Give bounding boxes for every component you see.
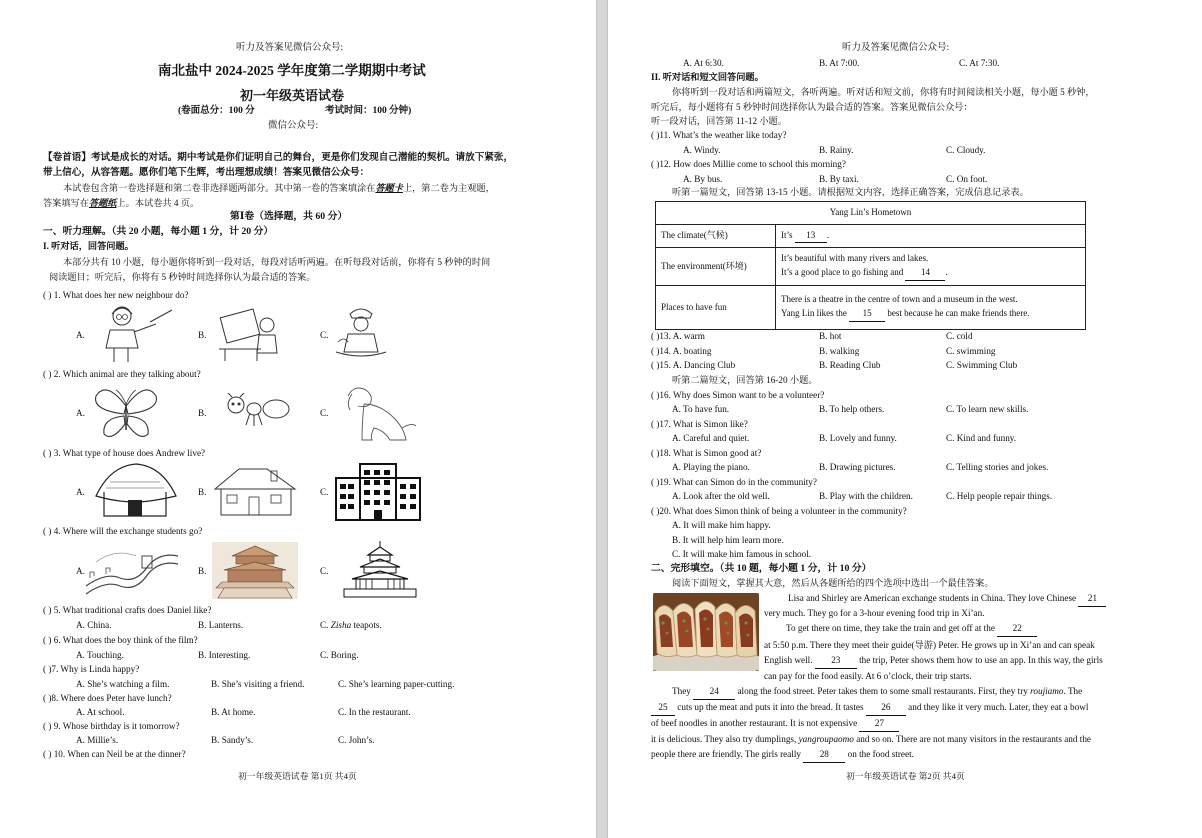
answer-sheet-term: 答题纸 xyxy=(88,198,117,208)
option-a-label: A. xyxy=(76,330,85,340)
q6-option-a: A. Touching. xyxy=(76,650,124,660)
blank-27: 27 xyxy=(859,717,899,732)
q16-option-a: A. To have fun. xyxy=(672,404,730,414)
teacher-illustration xyxy=(94,302,174,364)
q10-option-b: B. At 7:00. xyxy=(819,58,860,68)
volume-1-heading: 第Ⅰ卷（选择题，共 60 分） xyxy=(230,211,348,222)
passage-text: Lisa and Shirley are American exchange students in China. They love Chinese xyxy=(788,593,1077,603)
table-title: Yang Lin’s Hometown xyxy=(656,202,1086,225)
passage-2-intro: 听第二篇短文，回答第 16-20 小题。 xyxy=(672,375,818,385)
section-2-desc-2: 听完后，每小题将有 5 秒钟时间选择你认为最合适的答案。答案见微信公众号： xyxy=(651,102,973,112)
option-b-label: B. xyxy=(198,330,207,340)
police-officer-illustration xyxy=(334,302,388,362)
question-7: ( )7. Why is Linda happy? xyxy=(43,664,140,674)
cloze-line-3 xyxy=(786,622,1037,637)
blank-25: 25 xyxy=(651,701,675,716)
cell-text: It’s xyxy=(781,229,793,240)
question-3: ( ) 3. What type of house does Andrew live? xyxy=(43,448,206,458)
blank-23: 23 xyxy=(815,654,857,669)
score-label: (卷面总分：100 分 xyxy=(178,106,255,116)
blank-21: 21 xyxy=(1078,592,1106,607)
q20-option-b: B. It will help him learn more. xyxy=(672,535,784,545)
blank-26: 26 xyxy=(866,701,906,716)
section-2-heading: II. 听对话和短文回答问题。 xyxy=(651,72,764,82)
passage-text: and they like it very much. Later, they eat a bowl xyxy=(908,702,1089,712)
q12-option-b: B. By taxi. xyxy=(819,174,859,184)
question-5: ( ) 5. What traditional crafts does Daniel like? xyxy=(43,605,212,615)
cloze-line-6: can pay for the food easily. At 6 o’clock, their trip starts. xyxy=(764,671,972,681)
cell-text: It’s beautiful with many rivers and lakes. xyxy=(781,253,929,264)
part-2-heading: 二、完形填空。（共 10 题，每小题 1 分，计 10 分） xyxy=(651,563,872,574)
q18-option-a: A. Playing the piano. xyxy=(672,462,750,472)
question-9: ( ) 9. Whose birthday is it tomorrow? xyxy=(43,721,180,731)
q17-option-b: B. Lovely and funny. xyxy=(819,433,897,443)
question-16: ( )16. Why does Simon want to be a volunteer? xyxy=(651,390,825,400)
exam-title: 南北盐中 2024-2025 学年度第二学期期中考试 xyxy=(158,63,426,78)
q18-option-b: B. Drawing pictures. xyxy=(819,462,896,472)
instructions-text: 上，第二卷为主观题， xyxy=(402,183,495,193)
part-1-heading: 一、听力理解。（共 20 小题，每小题 1 分，计 20 分） xyxy=(43,226,274,237)
page-gutter xyxy=(596,0,608,838)
q7-option-a: A. She’s watching a film. xyxy=(76,679,170,689)
cloze-line-9 xyxy=(651,717,899,732)
passage-text: on the food street. xyxy=(847,749,914,759)
question-8: ( )8. Where does Peter have lunch? xyxy=(43,693,172,703)
cloze-line-11 xyxy=(651,748,914,763)
table-row xyxy=(656,286,1086,330)
motto-line-2: 带上信心，从容答题。愿你们笔下生辉，考出理想成绩！答案见微信公众号： xyxy=(43,167,370,178)
question-10: ( ) 10. When can Neil be at the dinner? xyxy=(43,749,186,759)
instructions-text: 上。本试卷共 4 页。 xyxy=(116,198,200,208)
option-c-label: C. xyxy=(320,566,329,576)
option-text-italic: Zisha xyxy=(330,620,352,630)
passage-italic: yangroupaomo xyxy=(798,734,854,744)
cell-text: There is a theatre in the centre of town and a museum in the west. xyxy=(781,294,1018,305)
passage-italic: roujiamo xyxy=(1030,686,1064,696)
option-b-label: B. xyxy=(198,487,207,497)
time-label: 考试时间：100 分钟) xyxy=(325,106,412,116)
q17-option-a: A. Careful and quiet. xyxy=(672,433,750,443)
question-12: ( )12. How does Millie come to school this morning? xyxy=(651,159,846,169)
passage-text: cuts up the meat and puts it into the bread. It tastes xyxy=(677,702,864,712)
q12-option-c: C. On foot. xyxy=(946,174,988,184)
q14-option-c: C. swimming xyxy=(946,346,996,356)
table-title-row xyxy=(656,202,1086,225)
hut-illustration xyxy=(90,462,180,520)
q11-option-c: C. Cloudy. xyxy=(946,145,986,155)
question-14: ( )14. A. boating xyxy=(651,346,712,356)
q10-option-a: A. At 6:30. xyxy=(683,58,724,68)
table-row-label: The climate(气候) xyxy=(656,225,776,248)
house-illustration xyxy=(213,465,301,517)
cloze-line-2: very much. They go for a 3-hour evening food trip in Xi’an. xyxy=(764,608,985,618)
q11-option-b: B. Rainy. xyxy=(819,145,854,155)
blank-13: 13 xyxy=(795,229,827,244)
option-c-label: C. xyxy=(320,487,329,497)
passage-text: of beef noodles in another restaurant. It is not expensive xyxy=(651,718,858,728)
computer-worker-illustration xyxy=(217,303,283,363)
cloze-line-1 xyxy=(788,592,1106,607)
q8-option-a: A. At school. xyxy=(76,707,125,717)
q8-option-b: B. At home. xyxy=(211,707,256,717)
question-17: ( )17. What is Simon like? xyxy=(651,419,748,429)
instructions-text: 答案填写在 xyxy=(43,198,89,208)
exam-subtitle: 初一年级英语试卷 xyxy=(240,88,345,103)
passage-text: it is delicious. They also try dumplings, xyxy=(651,734,797,744)
passage-text: and so on. There are not many visitors in the restaurants and the xyxy=(856,734,1092,744)
blank-15: 15 xyxy=(849,307,885,322)
option-a-label: A. xyxy=(76,566,85,576)
q10-option-c: C. At 7:30. xyxy=(959,58,1000,68)
q9-option-c: C. John’s. xyxy=(338,735,375,745)
table-row xyxy=(656,248,1086,286)
option-b-label: B. xyxy=(198,408,207,418)
section-1-heading: I. 听对话，回答问题。 xyxy=(43,241,134,251)
question-19: ( )19. What can Simon do in the community? xyxy=(651,477,817,487)
passage-text: To get there on time, they take the train and get off at the xyxy=(786,623,995,633)
dialog-intro: 听一段对话，回答第 11-12 小题。 xyxy=(651,116,787,126)
table-row-label: Places to have fun xyxy=(656,286,776,330)
q14-option-b: B. walking xyxy=(819,346,860,356)
wechat-label: 微信公众号: xyxy=(268,121,319,131)
table-row-label: The environment(环境) xyxy=(656,248,776,286)
q17-option-c: C. Kind and funny. xyxy=(946,433,1017,443)
q19-option-b: B. Play with the children. xyxy=(819,491,913,501)
blank-22: 22 xyxy=(997,622,1037,637)
q20-option-c: C. It will make him famous in school. xyxy=(672,549,812,559)
page2-header: 听力及答案见微信公众号: xyxy=(842,43,950,53)
q11-option-a: A. Windy. xyxy=(683,145,721,155)
q18-option-c: C. Telling stories and jokes. xyxy=(946,462,1049,472)
instructions-line-2 xyxy=(43,197,199,211)
dog-illustration xyxy=(340,382,420,444)
great-wall-illustration xyxy=(86,542,178,598)
cloze-line-10 xyxy=(651,733,1091,747)
question-1: ( ) 1. What does her new neighbour do? xyxy=(43,290,189,300)
q19-option-a: A. Look after the old well. xyxy=(672,491,770,501)
passage-text: along the food street. Peter takes them to some small restaurants. First, they try xyxy=(737,686,1028,696)
q13-option-c: C. cold xyxy=(946,331,973,341)
question-15: ( )15. A. Dancing Club xyxy=(651,360,736,370)
blank-24: 24 xyxy=(693,685,735,700)
passage-text: the trip, Peter shows them how to use an app. In this way, the girls xyxy=(859,655,1103,665)
cloze-line-5 xyxy=(764,654,1103,669)
option-a-label: A. xyxy=(76,487,85,497)
q7-option-b: B. She’s visiting a friend. xyxy=(211,679,305,689)
passage-1-intro: 听第一篇短文，回答第 13-15 小题。请根据短文内容，选择正确答案，完成信息记录表。 xyxy=(672,187,1029,197)
q5-option-c xyxy=(320,619,382,633)
q13-option-b: B. hot xyxy=(819,331,842,341)
table-row-value: It’s 13 . xyxy=(776,225,1086,248)
table-row-value xyxy=(776,286,1086,330)
option-a-label: A. xyxy=(76,408,85,418)
q5-option-b: B. Lanterns. xyxy=(198,620,244,630)
question-4: ( ) 4. Where will the exchange students go? xyxy=(43,526,203,536)
palace-illustration xyxy=(212,542,298,599)
table-row xyxy=(656,225,1086,248)
temple-of-heaven-illustration xyxy=(340,541,420,599)
option-text: C. xyxy=(320,620,331,630)
q8-option-c: C. In the restaurant. xyxy=(338,707,411,717)
question-11: ( )11. What’s the weather like today? xyxy=(651,130,787,140)
option-c-label: C. xyxy=(320,330,329,340)
q9-option-b: B. Sandy’s. xyxy=(211,735,254,745)
q6-option-b: B. Interesting. xyxy=(198,650,251,660)
hometown-info-table xyxy=(655,201,1086,330)
blank-28: 28 xyxy=(803,748,845,763)
apartment-building-illustration xyxy=(334,462,422,522)
q15-option-b: B. Reading Club xyxy=(819,360,881,370)
q7-option-c: C. She’s learning paper-cutting. xyxy=(338,679,455,689)
instructions-line-1 xyxy=(63,182,495,196)
question-20: ( )20. What does Simon think of being a volunteer in the community? xyxy=(651,506,907,516)
q16-option-b: B. To help others. xyxy=(819,404,885,414)
passage-text: They xyxy=(672,686,691,696)
passage-text: people there are friendly. The girls really xyxy=(651,749,801,759)
motto-line-1: 【卷首语】考试是成长的对话。期中考试是你们证明自己的舞台，更是你们发现自己潜能的契机。请放下紧张， xyxy=(43,152,514,163)
ant-illustration xyxy=(222,393,292,427)
q6-option-c: C. Boring. xyxy=(320,650,359,660)
roujiamo-food-photo xyxy=(653,593,759,671)
instructions-text: 本试卷包含第一卷选择题和第二卷非选择题两部分。其中第一卷的答案填涂在 xyxy=(63,183,376,193)
part-2-desc: 阅读下面短文，掌握其大意，然后从各题所给的四个选项中选出一个最佳答案。 xyxy=(672,578,994,588)
section-2-desc-1: 你将听到一段对话和两篇短文，各听两遍。听对话和短文前，你将有时间阅读相关小题，每小题 5 秒钟， xyxy=(672,87,1095,97)
question-13: ( )13. A. warm xyxy=(651,331,705,341)
page1-header: 听力及答案见微信公众号: xyxy=(236,43,344,53)
option-text: teapots. xyxy=(351,620,382,630)
question-18: ( )18. What is Simon good at? xyxy=(651,448,762,458)
table-row-value: It’s beautiful with many rivers and lakes. It’s a good place to go fishing and 14 . xyxy=(776,248,1086,286)
section-1-desc-2: 阅读题目；听完后，你将有 5 秒钟时间选择你认为最合适的答案。 xyxy=(49,272,316,282)
page1-footer: 初一年级英语试卷 第1页 共4页 xyxy=(238,771,357,781)
cell-text: best because he can make friends there. xyxy=(887,308,1030,318)
q9-option-a: A. Millie’s. xyxy=(76,735,119,745)
cell-text: Yang Lin likes the xyxy=(781,308,847,318)
q15-option-c: C. Swimming Club xyxy=(946,360,1018,370)
blank-14: 14 xyxy=(905,266,945,281)
cloze-line-8 xyxy=(651,701,1088,716)
cloze-line-4: at 5:50 p.m. There they meet their guide(导游) Peter. He grows up in Xi’an and can speak xyxy=(764,640,1095,650)
option-b-label: B. xyxy=(198,566,207,576)
section-1-desc-1: 本部分共有 10 小题，每小题你将听到一段对话，每段对话听两遍。在听每段对话前，你将有 5 秒钟的时间 xyxy=(63,257,491,267)
passage-text: English well. xyxy=(764,655,813,665)
option-c-label: C. xyxy=(320,408,329,418)
butterfly-illustration xyxy=(92,384,160,442)
q20-option-a: A. It will make him happy. xyxy=(672,520,771,530)
q16-option-c: C. To learn new skills. xyxy=(946,404,1029,414)
q12-option-a: A. By bus. xyxy=(683,174,723,184)
q5-option-a: A. China. xyxy=(76,620,112,630)
cell-text: It’s a good place to go fishing and xyxy=(781,267,904,277)
passage-text: . The xyxy=(1063,686,1083,696)
q19-option-c: C. Help people repair things. xyxy=(946,491,1053,501)
cloze-line-7 xyxy=(672,685,1082,700)
answer-card-term: 答题卡 xyxy=(375,183,403,193)
question-2: ( ) 2. Which animal are they talking about? xyxy=(43,369,201,379)
question-6: ( ) 6. What does the boy think of the film? xyxy=(43,635,198,645)
page2-footer: 初一年级英语试卷 第2页 共4页 xyxy=(846,771,965,781)
